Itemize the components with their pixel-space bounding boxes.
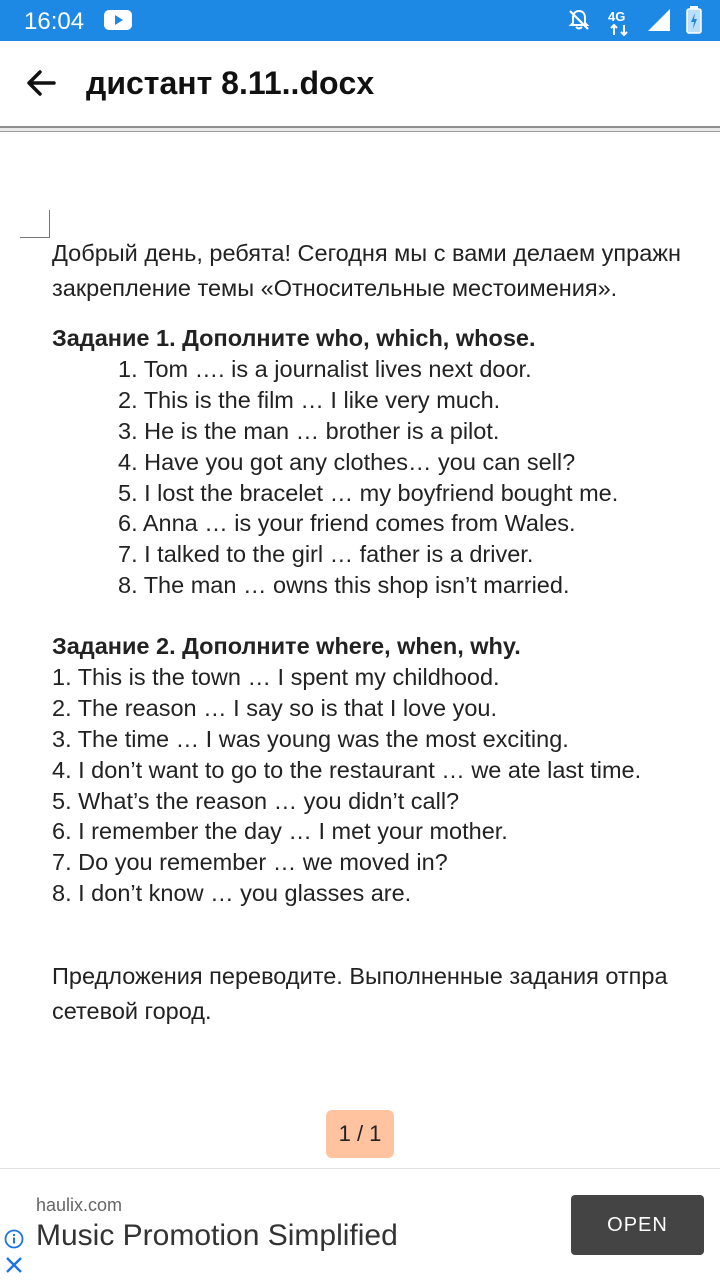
document-title: дистант 8.11..docx (86, 65, 375, 101)
status-bar (0, 0, 720, 41)
task1-heading: Задание 1. Дополните who, which, whose. (52, 325, 536, 351)
task2-item: 7. Do you remember … we moved in? (52, 849, 448, 875)
document-view[interactable] (0, 134, 720, 1168)
ad-open-button[interactable]: OPEN (571, 1195, 704, 1255)
task2-item: 4. I don’t want to go to the restaurant … we ate last time. (52, 757, 642, 783)
outro-line-1: Предложения переводите. Выполненные задания отпра (52, 963, 668, 989)
page-corner-mark (20, 210, 50, 238)
signal-icon (646, 7, 672, 38)
battery-icon (686, 6, 702, 39)
outro-line-2: сетевой город. (52, 998, 212, 1024)
task1-item: 8. The man … owns this shop isn’t married. (118, 572, 570, 598)
task2-item: 5. What’s the reason … you didn’t call? (52, 788, 460, 814)
intro-line-2: закрепление темы «Относительные местоимения». (52, 275, 618, 301)
task2-item: 6. I remember the day … I met your mother. (52, 818, 508, 844)
ad-close-icon[interactable] (4, 1255, 24, 1275)
network-label: 4G (608, 8, 626, 24)
task1-item: 3. He is the man … brother is a pilot. (118, 418, 500, 444)
page-indicator: 1 / 1 (326, 1110, 394, 1158)
app-bar-divider (0, 126, 720, 134)
task2-item: 2. The reason … I say so is that I love you. (52, 695, 497, 721)
task2-item: 1. This is the town … I spent my childhood. (52, 664, 500, 690)
app-bar (0, 41, 720, 127)
task1-item: 2. This is the film … I like very much. (118, 387, 501, 413)
ad-banner[interactable] (0, 1168, 720, 1280)
notifications-off-icon (566, 7, 592, 38)
status-time: 16:04 (24, 8, 85, 35)
task2-item: 3. The time … I was young was the most exciting. (52, 726, 569, 752)
ad-info-icon[interactable] (4, 1229, 24, 1249)
task2-heading: Задание 2. Дополните where, when, why. (52, 633, 521, 659)
task1-item: 7. I talked to the girl … father is a driver. (118, 541, 534, 567)
task2-item: 8. I don’t know … you glasses are. (52, 880, 412, 906)
task1-item: 6. Anna … is your friend comes from Wales. (118, 510, 576, 536)
back-arrow-icon[interactable] (24, 65, 60, 101)
status-icons (566, 6, 702, 39)
ad-domain: haulix.com (36, 1195, 123, 1215)
task1-item: 4. Have you got any clothes… you can sell? (118, 449, 576, 475)
task1-item: 1. Tom …. is a journalist lives next door. (118, 356, 532, 382)
intro-line-1: Добрый день, ребята! Сегодня мы с вами делаем упражн (52, 240, 681, 266)
youtube-notification-icon (104, 10, 132, 30)
ad-headline[interactable]: Music Promotion Simplified (36, 1219, 398, 1252)
task1-item: 5. I lost the bracelet … my boyfriend bought me. (118, 480, 619, 506)
network-4g-icon (606, 9, 632, 37)
